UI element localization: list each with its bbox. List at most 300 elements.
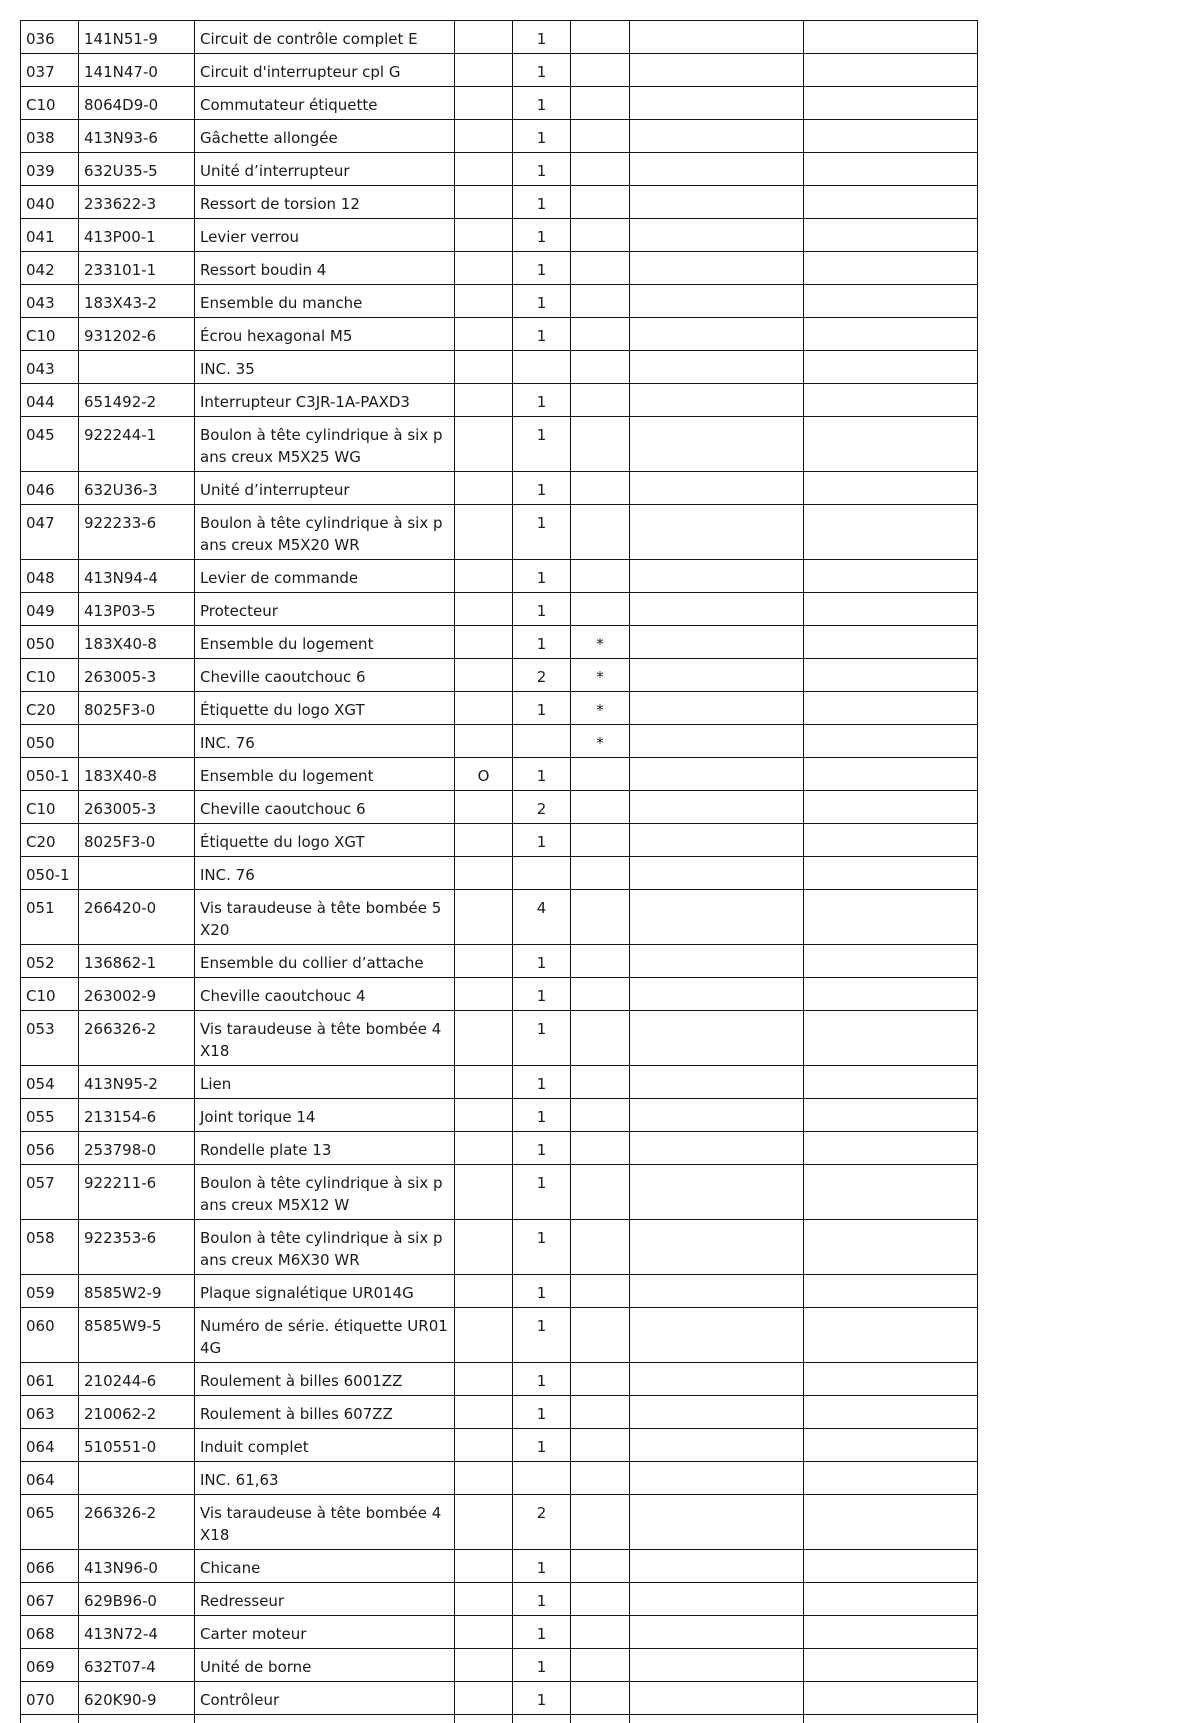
empty-cell [630, 824, 804, 857]
empty-cell [804, 120, 978, 153]
table-row [21, 692, 978, 725]
item-number-cell: 037 [21, 54, 79, 87]
quantity-cell: 1 [513, 384, 571, 417]
empty-cell [630, 384, 804, 417]
table-row [21, 1649, 978, 1682]
item-number-cell: 050 [21, 725, 79, 758]
option-cell [455, 1308, 513, 1363]
empty-cell [630, 1550, 804, 1583]
empty-cell [804, 1165, 978, 1220]
description-cell: Étiquette du logo XGT [195, 824, 455, 857]
empty-cell [804, 1396, 978, 1429]
option-cell [455, 857, 513, 890]
item-number-cell: 053 [21, 1011, 79, 1066]
table-row [21, 857, 978, 890]
part-number-cell: 253798-0 [79, 1132, 195, 1165]
part-number-cell: 266326-2 [79, 1011, 195, 1066]
description-cell: Levier verrou [195, 219, 455, 252]
description-cell: INC. 76 [195, 857, 455, 890]
quantity-cell: 1 [513, 626, 571, 659]
item-number-cell: 068 [21, 1616, 79, 1649]
option-cell [455, 626, 513, 659]
table-row [21, 417, 978, 472]
part-number-cell: 922244-1 [79, 417, 195, 472]
quantity-cell: 1 [513, 1132, 571, 1165]
empty-cell [804, 1550, 978, 1583]
part-number-cell: 8064D9-0 [79, 87, 195, 120]
mark-cell [571, 1308, 630, 1363]
part-number-cell [79, 857, 195, 890]
item-number-cell: 055 [21, 1099, 79, 1132]
option-cell [455, 1462, 513, 1495]
part-number-cell: 263002-9 [79, 978, 195, 1011]
part-number-cell: 210244-6 [79, 1363, 195, 1396]
empty-cell [630, 978, 804, 1011]
option-cell [455, 1363, 513, 1396]
part-number-cell: 183X43-2 [79, 285, 195, 318]
quantity-cell [513, 1462, 571, 1495]
option-cell [455, 1066, 513, 1099]
item-number-cell: 039 [21, 153, 79, 186]
part-number-cell: 510551-0 [79, 1429, 195, 1462]
description-cell: Redresseur [195, 1583, 455, 1616]
mark-cell [571, 1099, 630, 1132]
mark-cell [571, 1165, 630, 1220]
empty-cell [630, 153, 804, 186]
description-cell: INC. 35 [195, 351, 455, 384]
option-cell [455, 1550, 513, 1583]
quantity-cell: 4 [513, 890, 571, 945]
description-cell: Vis taraudeuse à tête bombée 4X18 [195, 1011, 455, 1066]
description-cell: Numéro de série. étiquette UR014G [195, 1308, 455, 1363]
table-row [21, 1583, 978, 1616]
quantity-cell: 1 [513, 186, 571, 219]
part-number-cell: 413P03-5 [79, 593, 195, 626]
table-row [21, 252, 978, 285]
mark-cell [571, 1011, 630, 1066]
part-number-cell: 651492-2 [79, 384, 195, 417]
description-cell: Boulon à tête cylindrique à six pans creux M6X30 WR [195, 1220, 455, 1275]
empty-cell [804, 1132, 978, 1165]
table-row [21, 1396, 978, 1429]
option-cell [455, 1011, 513, 1066]
mark-cell: * [571, 659, 630, 692]
empty-cell [804, 1682, 978, 1715]
empty-cell [630, 505, 804, 560]
quantity-cell: 1 [513, 1429, 571, 1462]
option-cell [455, 1220, 513, 1275]
quantity-cell: 1 [513, 1363, 571, 1396]
mark-cell [571, 351, 630, 384]
quantity-cell: 1 [513, 54, 571, 87]
item-number-cell: 041 [21, 219, 79, 252]
table-row [21, 1429, 978, 1462]
mark-cell [571, 1583, 630, 1616]
quantity-cell: 1 [513, 252, 571, 285]
item-number-cell: C10 [21, 659, 79, 692]
empty-cell [804, 21, 978, 54]
empty-cell [804, 1308, 978, 1363]
mark-cell: * [571, 692, 630, 725]
item-number-cell: 043 [21, 351, 79, 384]
item-number-cell: 056 [21, 1132, 79, 1165]
part-number-cell: 263005-3 [79, 659, 195, 692]
option-cell [455, 318, 513, 351]
item-number-cell: 064 [21, 1462, 79, 1495]
part-number-cell: 183X40-8 [79, 626, 195, 659]
part-number-cell: 632U36-3 [79, 472, 195, 505]
table-row [21, 593, 978, 626]
table-row [21, 626, 978, 659]
empty-cell [630, 417, 804, 472]
option-cell [455, 890, 513, 945]
quantity-cell: 1 [513, 1220, 571, 1275]
description-cell: Écrou hexagonal M5 [195, 318, 455, 351]
table-row [21, 945, 978, 978]
part-number-cell: 8025F3-0 [79, 824, 195, 857]
description-cell: Boulon à tête cylindrique à six pans creux M5X12 W [195, 1165, 455, 1220]
mark-cell [571, 593, 630, 626]
empty-cell [630, 1462, 804, 1495]
quantity-cell: 1 [513, 417, 571, 472]
quantity-cell: 2 [513, 1495, 571, 1550]
quantity-cell: 1 [513, 1165, 571, 1220]
table-row [21, 54, 978, 87]
empty-cell [630, 1132, 804, 1165]
description-cell: Circuit de contrôle complet E [195, 21, 455, 54]
item-number-cell: 067 [21, 1583, 79, 1616]
description-cell: Lien [195, 1066, 455, 1099]
description-cell: Ensemble du collier d’attache [195, 945, 455, 978]
part-number-cell [79, 351, 195, 384]
part-number-cell: 922353-6 [79, 1220, 195, 1275]
mark-cell [571, 978, 630, 1011]
mark-cell [571, 1220, 630, 1275]
empty-cell [804, 1220, 978, 1275]
table-row [21, 1682, 978, 1715]
option-cell [455, 472, 513, 505]
table-row [21, 824, 978, 857]
empty-cell [195, 1715, 455, 1723]
quantity-cell: 1 [513, 1616, 571, 1649]
empty-cell [804, 890, 978, 945]
description-cell: Carter moteur [195, 1616, 455, 1649]
part-number-cell: 632U35-5 [79, 153, 195, 186]
mark-cell [571, 1132, 630, 1165]
part-number-cell: 629B96-0 [79, 1583, 195, 1616]
empty-cell [630, 945, 804, 978]
empty-cell [79, 1715, 195, 1723]
part-number-cell: 141N47-0 [79, 54, 195, 87]
mark-cell [571, 120, 630, 153]
option-cell [455, 1583, 513, 1616]
table-row [21, 505, 978, 560]
table-row [21, 560, 978, 593]
mark-cell [571, 758, 630, 791]
quantity-cell: 1 [513, 593, 571, 626]
table-row [21, 1275, 978, 1308]
quantity-cell: 1 [513, 824, 571, 857]
empty-cell [804, 1011, 978, 1066]
empty-cell [630, 1715, 804, 1723]
table-row [21, 1066, 978, 1099]
part-number-cell: 413N94-4 [79, 560, 195, 593]
table-row [21, 120, 978, 153]
empty-cell [630, 1275, 804, 1308]
item-number-cell: 045 [21, 417, 79, 472]
mark-cell [571, 890, 630, 945]
table-row [21, 219, 978, 252]
item-number-cell: 054 [21, 1066, 79, 1099]
empty-cell [630, 1308, 804, 1363]
empty-cell [21, 1715, 79, 1723]
description-cell: Vis taraudeuse à tête bombée 4X18 [195, 1495, 455, 1550]
table-row [21, 351, 978, 384]
description-cell: Ensemble du logement [195, 626, 455, 659]
quantity-cell: 1 [513, 219, 571, 252]
empty-cell [804, 252, 978, 285]
option-cell [455, 186, 513, 219]
description-cell: Boulon à tête cylindrique à six pans creux M5X25 WG [195, 417, 455, 472]
option-cell [455, 1099, 513, 1132]
quantity-cell: 1 [513, 560, 571, 593]
item-number-cell: 050-1 [21, 758, 79, 791]
empty-cell [630, 593, 804, 626]
mark-cell [571, 472, 630, 505]
option-cell [455, 21, 513, 54]
mark-cell [571, 384, 630, 417]
empty-cell [630, 87, 804, 120]
mark-cell [571, 1495, 630, 1550]
empty-cell [630, 758, 804, 791]
empty-cell [804, 659, 978, 692]
empty-cell [630, 692, 804, 725]
part-number-cell: 922233-6 [79, 505, 195, 560]
table-row [21, 153, 978, 186]
option-cell [455, 351, 513, 384]
quantity-cell: 1 [513, 120, 571, 153]
option-cell [455, 1649, 513, 1682]
empty-cell [630, 351, 804, 384]
quantity-cell: 1 [513, 978, 571, 1011]
quantity-cell: 1 [513, 1011, 571, 1066]
part-number-cell: 233622-3 [79, 186, 195, 219]
table-row [21, 1462, 978, 1495]
part-number-cell [79, 725, 195, 758]
quantity-cell: 1 [513, 1396, 571, 1429]
part-number-cell: 632T07-4 [79, 1649, 195, 1682]
option-cell [455, 1132, 513, 1165]
item-number-cell: 040 [21, 186, 79, 219]
part-number-cell: 931202-6 [79, 318, 195, 351]
option-cell [455, 384, 513, 417]
description-cell: Boulon à tête cylindrique à six pans creux M5X20 WR [195, 505, 455, 560]
mark-cell [571, 1066, 630, 1099]
table-row [21, 384, 978, 417]
empty-cell [630, 120, 804, 153]
option-cell [455, 978, 513, 1011]
description-cell: Cheville caoutchouc 4 [195, 978, 455, 1011]
description-cell: Cheville caoutchouc 6 [195, 659, 455, 692]
empty-cell [804, 219, 978, 252]
option-cell [455, 1682, 513, 1715]
item-number-cell: 043 [21, 285, 79, 318]
description-cell: Circuit d'interrupteur cpl G [195, 54, 455, 87]
empty-cell [804, 186, 978, 219]
mark-cell [571, 417, 630, 472]
description-cell: Unité d’interrupteur [195, 472, 455, 505]
quantity-cell: 1 [513, 285, 571, 318]
option-cell [455, 659, 513, 692]
description-cell: INC. 76 [195, 725, 455, 758]
empty-cell [630, 857, 804, 890]
mark-cell [571, 505, 630, 560]
table-row [21, 1363, 978, 1396]
description-cell: Contrôleur [195, 1682, 455, 1715]
option-cell [455, 945, 513, 978]
item-number-cell: 064 [21, 1429, 79, 1462]
mark-cell [571, 219, 630, 252]
mark-cell [571, 87, 630, 120]
part-number-cell: 413N95-2 [79, 1066, 195, 1099]
description-cell: Cheville caoutchouc 6 [195, 791, 455, 824]
item-number-cell: 048 [21, 560, 79, 593]
empty-cell [804, 692, 978, 725]
table-row [21, 1132, 978, 1165]
table-row [21, 1099, 978, 1132]
part-number-cell [79, 1462, 195, 1495]
description-cell: Chicane [195, 1550, 455, 1583]
empty-cell [804, 505, 978, 560]
description-cell: Ressort de torsion 12 [195, 186, 455, 219]
option-cell: O [455, 758, 513, 791]
quantity-cell [513, 351, 571, 384]
empty-cell [804, 758, 978, 791]
quantity-cell: 1 [513, 1308, 571, 1363]
item-number-cell: 042 [21, 252, 79, 285]
quantity-cell: 1 [513, 1550, 571, 1583]
table-row [21, 1011, 978, 1066]
description-cell: Plaque signalétique UR014G [195, 1275, 455, 1308]
parts-table [20, 20, 978, 1723]
description-cell: Vis taraudeuse à tête bombée 5X20 [195, 890, 455, 945]
empty-cell [630, 725, 804, 758]
option-cell [455, 219, 513, 252]
part-number-cell: 8585W9-5 [79, 1308, 195, 1363]
part-number-cell: 136862-1 [79, 945, 195, 978]
empty-cell [804, 824, 978, 857]
part-number-cell: 266420-0 [79, 890, 195, 945]
item-number-cell: 057 [21, 1165, 79, 1220]
description-cell: Commutateur étiquette [195, 87, 455, 120]
quantity-cell: 2 [513, 659, 571, 692]
item-number-cell: 050 [21, 626, 79, 659]
option-cell [455, 417, 513, 472]
mark-cell [571, 945, 630, 978]
empty-cell [804, 472, 978, 505]
empty-cell [630, 285, 804, 318]
option-cell [455, 54, 513, 87]
option-cell [455, 1495, 513, 1550]
empty-cell [804, 153, 978, 186]
option-cell [455, 120, 513, 153]
table-row [21, 758, 978, 791]
empty-cell [630, 890, 804, 945]
quantity-cell: 1 [513, 1066, 571, 1099]
mark-cell [571, 1462, 630, 1495]
table-row [21, 472, 978, 505]
empty-cell [630, 219, 804, 252]
description-cell: Roulement à billes 607ZZ [195, 1396, 455, 1429]
empty-cell [804, 1363, 978, 1396]
table-row-cutoff [21, 1715, 978, 1723]
table-row [21, 1550, 978, 1583]
part-number-cell: 8585W2-9 [79, 1275, 195, 1308]
description-cell: Ensemble du logement [195, 758, 455, 791]
empty-cell [804, 1495, 978, 1550]
table-row [21, 318, 978, 351]
description-cell: Levier de commande [195, 560, 455, 593]
option-cell [455, 1429, 513, 1462]
empty-cell [804, 318, 978, 351]
empty-cell [804, 351, 978, 384]
mark-cell [571, 1682, 630, 1715]
empty-cell [630, 791, 804, 824]
part-number-cell: 183X40-8 [79, 758, 195, 791]
mark-cell [571, 1649, 630, 1682]
empty-cell [630, 626, 804, 659]
part-number-cell: 263005-3 [79, 791, 195, 824]
option-cell [455, 285, 513, 318]
table-row [21, 87, 978, 120]
empty-cell [455, 1715, 513, 1723]
quantity-cell: 1 [513, 153, 571, 186]
item-number-cell: 070 [21, 1682, 79, 1715]
quantity-cell: 1 [513, 318, 571, 351]
item-number-cell: 066 [21, 1550, 79, 1583]
empty-cell [630, 1011, 804, 1066]
empty-cell [630, 1066, 804, 1099]
empty-cell [804, 1275, 978, 1308]
quantity-cell: 1 [513, 1649, 571, 1682]
item-number-cell: 069 [21, 1649, 79, 1682]
item-number-cell: 036 [21, 21, 79, 54]
mark-cell [571, 1550, 630, 1583]
empty-cell [804, 1649, 978, 1682]
part-number-cell: 413N72-4 [79, 1616, 195, 1649]
empty-cell [630, 186, 804, 219]
option-cell [455, 593, 513, 626]
empty-cell [804, 978, 978, 1011]
empty-cell [630, 1165, 804, 1220]
empty-cell [630, 21, 804, 54]
empty-cell [630, 1396, 804, 1429]
item-number-cell: 059 [21, 1275, 79, 1308]
item-number-cell: 060 [21, 1308, 79, 1363]
empty-cell [630, 1583, 804, 1616]
item-number-cell: 046 [21, 472, 79, 505]
mark-cell: * [571, 725, 630, 758]
mark-cell [571, 186, 630, 219]
mark-cell [571, 560, 630, 593]
mark-cell [571, 252, 630, 285]
item-number-cell: C10 [21, 87, 79, 120]
option-cell [455, 824, 513, 857]
description-cell: Ressort boudin 4 [195, 252, 455, 285]
mark-cell [571, 824, 630, 857]
item-number-cell: 047 [21, 505, 79, 560]
empty-cell [804, 54, 978, 87]
